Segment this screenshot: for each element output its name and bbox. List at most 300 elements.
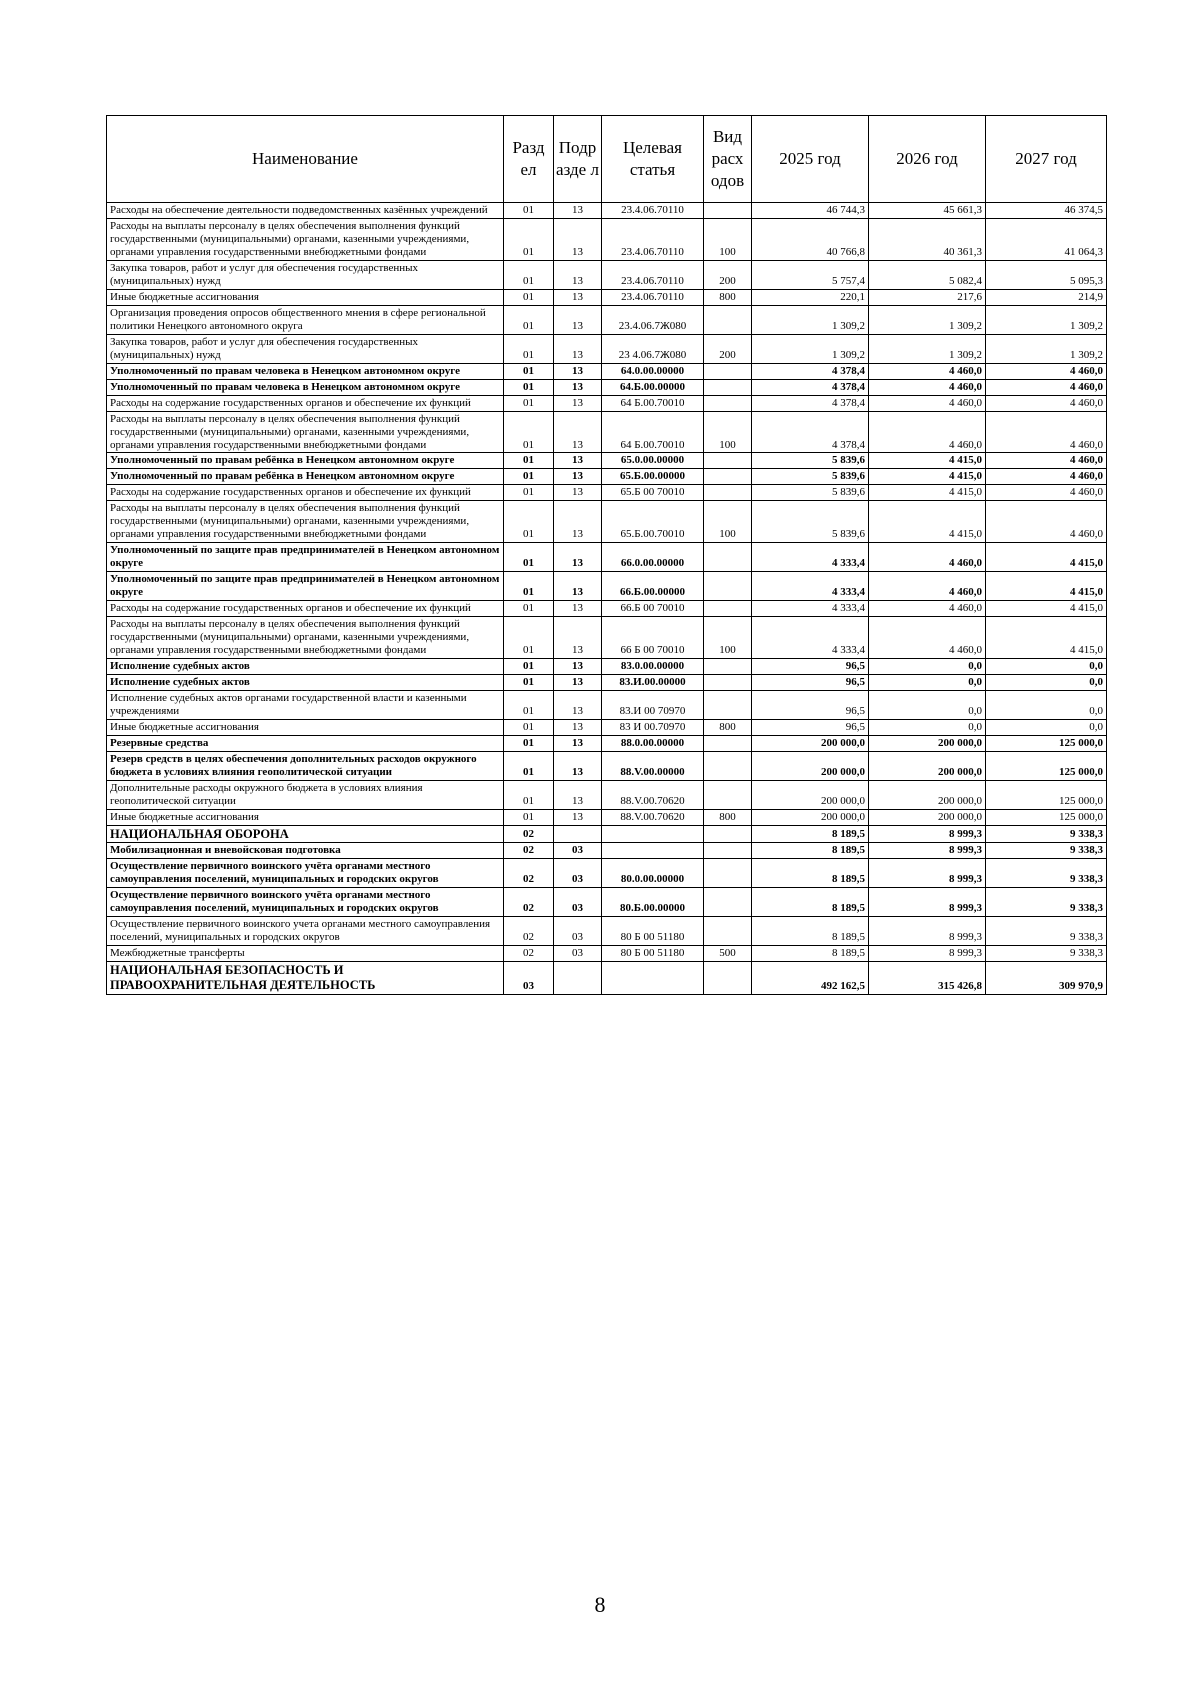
- cell-podrazdel: 13: [554, 572, 602, 601]
- cell-podrazdel: 13: [554, 203, 602, 219]
- cell-amount-2025: 96,5: [752, 719, 869, 735]
- cell-name: Мобилизационная и вневойсковая подготовка: [107, 843, 504, 859]
- cell-expense-type: [704, 735, 752, 751]
- cell-amount-2026: 0,0: [869, 690, 986, 719]
- cell-podrazdel: 03: [554, 946, 602, 962]
- cell-razdel: 01: [504, 659, 554, 675]
- cell-amount-2027: 4 460,0: [986, 453, 1107, 469]
- cell-name: Организация проведения опросов общественного мнения в сфере региональной политики Ненецкого автономного округа: [107, 305, 504, 334]
- cell-amount-2025: 5 839,6: [752, 469, 869, 485]
- table-row: [107, 363, 1107, 379]
- table-row: [107, 690, 1107, 719]
- cell-expense-type: [704, 453, 752, 469]
- cell-amount-2026: 315 426,8: [869, 962, 986, 995]
- cell-amount-2027: 0,0: [986, 690, 1107, 719]
- cell-amount-2027: 125 000,0: [986, 735, 1107, 751]
- cell-name: Исполнение судебных актов: [107, 675, 504, 691]
- cell-amount-2026: 1 309,2: [869, 334, 986, 363]
- cell-target-article: 64.0.00.00000: [602, 363, 704, 379]
- cell-podrazdel: 13: [554, 363, 602, 379]
- table-row: [107, 334, 1107, 363]
- cell-target-article: 88.V.00.70620: [602, 780, 704, 809]
- cell-podrazdel: 13: [554, 260, 602, 289]
- cell-expense-type: 200: [704, 260, 752, 289]
- table-row: [107, 305, 1107, 334]
- cell-amount-2025: 200 000,0: [752, 780, 869, 809]
- cell-name: Расходы на содержание государственных органов и обеспечение их функций: [107, 601, 504, 617]
- cell-amount-2025: 96,5: [752, 675, 869, 691]
- cell-target-article: 65.Б 00 70010: [602, 485, 704, 501]
- cell-target-article: 80 Б 00 51180: [602, 917, 704, 946]
- cell-name: Расходы на содержание государственных органов и обеспечение их функций: [107, 485, 504, 501]
- table-row: [107, 218, 1107, 260]
- cell-target-article: 66.0.00.00000: [602, 543, 704, 572]
- cell-expense-type: [704, 780, 752, 809]
- table-row: [107, 617, 1107, 659]
- cell-amount-2025: 200 000,0: [752, 735, 869, 751]
- cell-target-article: 23.4.06.70110: [602, 218, 704, 260]
- cell-amount-2027: 4 460,0: [986, 395, 1107, 411]
- cell-podrazdel: 13: [554, 395, 602, 411]
- table-row: [107, 289, 1107, 305]
- cell-podrazdel: 13: [554, 218, 602, 260]
- header-podrazdel: Подр азде л: [554, 116, 602, 203]
- cell-expense-type: 800: [704, 809, 752, 825]
- table-row: [107, 501, 1107, 543]
- cell-amount-2027: 4 460,0: [986, 411, 1107, 453]
- cell-amount-2026: 1 309,2: [869, 305, 986, 334]
- cell-amount-2027: 9 338,3: [986, 917, 1107, 946]
- cell-expense-type: [704, 675, 752, 691]
- cell-expense-type: [704, 601, 752, 617]
- cell-expense-type: 100: [704, 218, 752, 260]
- cell-amount-2027: 4 460,0: [986, 363, 1107, 379]
- cell-target-article: 64.Б.00.00000: [602, 379, 704, 395]
- cell-target-article: [602, 825, 704, 843]
- cell-expense-type: [704, 659, 752, 675]
- cell-razdel: 02: [504, 843, 554, 859]
- cell-target-article: 88.V.00.70620: [602, 809, 704, 825]
- cell-amount-2027: 0,0: [986, 719, 1107, 735]
- cell-name: Уполномоченный по правам человека в Ненецком автономном округе: [107, 379, 504, 395]
- cell-amount-2026: 8 999,3: [869, 946, 986, 962]
- cell-podrazdel: 13: [554, 485, 602, 501]
- cell-podrazdel: 13: [554, 334, 602, 363]
- cell-amount-2027: 9 338,3: [986, 843, 1107, 859]
- cell-amount-2027: 4 460,0: [986, 469, 1107, 485]
- cell-amount-2025: 8 189,5: [752, 825, 869, 843]
- cell-razdel: 01: [504, 751, 554, 780]
- cell-amount-2025: 4 333,4: [752, 572, 869, 601]
- cell-podrazdel: 03: [554, 843, 602, 859]
- cell-name: Расходы на выплаты персоналу в целях обеспечения выполнения функций государственными (муниципальными) органами, казенными учреждениями, органами управления государственными внебюджетными фондами: [107, 411, 504, 453]
- cell-amount-2027: 9 338,3: [986, 888, 1107, 917]
- cell-amount-2025: 8 189,5: [752, 946, 869, 962]
- cell-amount-2026: 0,0: [869, 719, 986, 735]
- cell-amount-2025: 4 333,4: [752, 617, 869, 659]
- cell-expense-type: 800: [704, 289, 752, 305]
- cell-razdel: 01: [504, 501, 554, 543]
- cell-razdel: 01: [504, 809, 554, 825]
- cell-name: Исполнение судебных актов органами государственной власти и казенными учреждениями: [107, 690, 504, 719]
- table-row: [107, 888, 1107, 917]
- cell-razdel: 01: [504, 453, 554, 469]
- cell-podrazdel: 13: [554, 411, 602, 453]
- cell-amount-2026: 8 999,3: [869, 888, 986, 917]
- cell-name: Межбюджетные трансферты: [107, 946, 504, 962]
- table-row: [107, 675, 1107, 691]
- table-row: [107, 859, 1107, 888]
- cell-name: Осуществление первичного воинского учета органами местного самоуправления поселений, муниципальных и городских округов: [107, 917, 504, 946]
- cell-amount-2025: 5 839,6: [752, 501, 869, 543]
- cell-name: Дополнительные расходы окружного бюджета в условиях влияния геополитической ситуации: [107, 780, 504, 809]
- cell-podrazdel: 13: [554, 305, 602, 334]
- cell-name: Закупка товаров, работ и услуг для обеспечения государственных (муниципальных) нужд: [107, 260, 504, 289]
- table-row: [107, 659, 1107, 675]
- cell-target-article: 66 Б 00 70010: [602, 617, 704, 659]
- cell-amount-2026: 4 415,0: [869, 469, 986, 485]
- cell-amount-2025: 8 189,5: [752, 843, 869, 859]
- cell-razdel: 01: [504, 572, 554, 601]
- cell-amount-2026: 4 460,0: [869, 411, 986, 453]
- table-row: [107, 572, 1107, 601]
- cell-target-article: [602, 843, 704, 859]
- cell-target-article: 88.V.00.00000: [602, 751, 704, 780]
- cell-podrazdel: 13: [554, 690, 602, 719]
- cell-expense-type: [704, 543, 752, 572]
- cell-podrazdel: 13: [554, 780, 602, 809]
- cell-razdel: 01: [504, 411, 554, 453]
- budget-table: [106, 115, 1107, 995]
- table-row: [107, 379, 1107, 395]
- cell-target-article: 65.0.00.00000: [602, 453, 704, 469]
- cell-amount-2026: 4 415,0: [869, 485, 986, 501]
- cell-amount-2027: 309 970,9: [986, 962, 1107, 995]
- cell-razdel: 01: [504, 719, 554, 735]
- cell-razdel: 02: [504, 859, 554, 888]
- table-row: [107, 260, 1107, 289]
- cell-razdel: 01: [504, 363, 554, 379]
- cell-expense-type: [704, 395, 752, 411]
- cell-amount-2027: 4 415,0: [986, 572, 1107, 601]
- cell-amount-2027: 4 415,0: [986, 543, 1107, 572]
- cell-target-article: 80.0.00.00000: [602, 859, 704, 888]
- table-row: [107, 453, 1107, 469]
- table-row: [107, 601, 1107, 617]
- cell-expense-type: 200: [704, 334, 752, 363]
- cell-amount-2025: 1 309,2: [752, 334, 869, 363]
- cell-name: НАЦИОНАЛЬНАЯ ОБОРОНА: [107, 825, 504, 843]
- cell-amount-2027: 214,9: [986, 289, 1107, 305]
- cell-name: НАЦИОНАЛЬНАЯ БЕЗОПАСНОСТЬ И ПРАВООХРАНИТЕЛЬНАЯ ДЕЯТЕЛЬНОСТЬ: [107, 962, 504, 995]
- cell-podrazdel: 03: [554, 859, 602, 888]
- cell-amount-2026: 200 000,0: [869, 751, 986, 780]
- header-name: Наименование: [107, 116, 504, 203]
- cell-amount-2025: 4 378,4: [752, 395, 869, 411]
- cell-razdel: 01: [504, 601, 554, 617]
- cell-expense-type: 100: [704, 411, 752, 453]
- table-row: [107, 825, 1107, 843]
- cell-amount-2027: 9 338,3: [986, 946, 1107, 962]
- cell-expense-type: [704, 843, 752, 859]
- cell-razdel: 01: [504, 379, 554, 395]
- table-row: [107, 543, 1107, 572]
- header-razdel: Разд ел: [504, 116, 554, 203]
- cell-name: Осуществление первичного воинского учёта органами местного самоуправления поселений, муниципальных и городских округов: [107, 859, 504, 888]
- cell-podrazdel: 03: [554, 917, 602, 946]
- cell-razdel: 01: [504, 543, 554, 572]
- cell-expense-type: [704, 485, 752, 501]
- cell-target-article: 65.Б.00.00000: [602, 469, 704, 485]
- cell-razdel: 01: [504, 617, 554, 659]
- cell-razdel: 01: [504, 780, 554, 809]
- cell-expense-type: [704, 305, 752, 334]
- header-target-article: Целевая статья: [602, 116, 704, 203]
- cell-razdel: 01: [504, 203, 554, 219]
- cell-amount-2026: 4 460,0: [869, 379, 986, 395]
- cell-amount-2025: 4 378,4: [752, 379, 869, 395]
- cell-podrazdel: 13: [554, 601, 602, 617]
- table-row: [107, 780, 1107, 809]
- cell-razdel: 01: [504, 218, 554, 260]
- cell-amount-2025: 40 766,8: [752, 218, 869, 260]
- cell-target-article: 80 Б 00 51180: [602, 946, 704, 962]
- cell-podrazdel: 13: [554, 379, 602, 395]
- header-year-2027: 2027 год: [986, 116, 1107, 203]
- cell-expense-type: [704, 888, 752, 917]
- cell-expense-type: [704, 917, 752, 946]
- cell-target-article: 23.4.06.70110: [602, 289, 704, 305]
- header-row: [107, 116, 1107, 203]
- cell-name: Иные бюджетные ассигнования: [107, 289, 504, 305]
- cell-podrazdel: 13: [554, 809, 602, 825]
- header-year-2025: 2025 год: [752, 116, 869, 203]
- cell-podrazdel: 13: [554, 751, 602, 780]
- cell-amount-2025: 4 378,4: [752, 411, 869, 453]
- cell-target-article: 83.И.00.00000: [602, 675, 704, 691]
- cell-name: Резерв средств в целях обеспечения дополнительных расходов окружного бюджета в условиях влияния геополитической ситуации: [107, 751, 504, 780]
- cell-target-article: 83.И 00 70970: [602, 690, 704, 719]
- cell-expense-type: 800: [704, 719, 752, 735]
- cell-razdel: 01: [504, 675, 554, 691]
- cell-razdel: 01: [504, 485, 554, 501]
- table-row: [107, 395, 1107, 411]
- cell-name: Резервные средства: [107, 735, 504, 751]
- cell-expense-type: [704, 690, 752, 719]
- cell-amount-2026: 4 460,0: [869, 395, 986, 411]
- cell-expense-type: 100: [704, 617, 752, 659]
- cell-amount-2026: 217,6: [869, 289, 986, 305]
- cell-amount-2025: 4 378,4: [752, 363, 869, 379]
- cell-target-article: [602, 962, 704, 995]
- cell-target-article: 88.0.00.00000: [602, 735, 704, 751]
- cell-podrazdel: 13: [554, 501, 602, 543]
- cell-amount-2026: 200 000,0: [869, 735, 986, 751]
- cell-amount-2025: 492 162,5: [752, 962, 869, 995]
- cell-expense-type: [704, 203, 752, 219]
- cell-amount-2027: 4 460,0: [986, 501, 1107, 543]
- cell-amount-2027: 125 000,0: [986, 780, 1107, 809]
- cell-amount-2025: 1 309,2: [752, 305, 869, 334]
- cell-name: Расходы на обеспечение деятельности подведомственных казённых учреждений: [107, 203, 504, 219]
- cell-name: Расходы на содержание государственных органов и обеспечение их функций: [107, 395, 504, 411]
- cell-amount-2027: 125 000,0: [986, 809, 1107, 825]
- cell-podrazdel: 13: [554, 543, 602, 572]
- table-body: [107, 203, 1107, 995]
- cell-podrazdel: 13: [554, 289, 602, 305]
- cell-target-article: 23.4.06.7Ж080: [602, 305, 704, 334]
- table-row: [107, 809, 1107, 825]
- cell-amount-2026: 4 460,0: [869, 601, 986, 617]
- cell-amount-2026: 4 415,0: [869, 501, 986, 543]
- cell-name: Иные бюджетные ассигнования: [107, 809, 504, 825]
- cell-razdel: 02: [504, 917, 554, 946]
- cell-amount-2025: 46 744,3: [752, 203, 869, 219]
- cell-amount-2027: 9 338,3: [986, 859, 1107, 888]
- cell-expense-type: 500: [704, 946, 752, 962]
- cell-amount-2025: 8 189,5: [752, 888, 869, 917]
- cell-razdel: 01: [504, 469, 554, 485]
- table-row: [107, 946, 1107, 962]
- cell-target-article: 66.Б.00.00000: [602, 572, 704, 601]
- cell-name: Исполнение судебных актов: [107, 659, 504, 675]
- cell-amount-2026: 45 661,3: [869, 203, 986, 219]
- cell-expense-type: [704, 379, 752, 395]
- cell-target-article: 83.0.00.00000: [602, 659, 704, 675]
- cell-target-article: 80.Б.00.00000: [602, 888, 704, 917]
- page-number: 8: [594, 1592, 606, 1617]
- cell-amount-2026: 4 460,0: [869, 363, 986, 379]
- cell-expense-type: [704, 825, 752, 843]
- cell-amount-2026: 8 999,3: [869, 859, 986, 888]
- cell-amount-2027: 5 095,3: [986, 260, 1107, 289]
- cell-name: Уполномоченный по правам ребёнка в Ненецком автономном округе: [107, 469, 504, 485]
- cell-target-article: 23.4.06.70110: [602, 260, 704, 289]
- cell-podrazdel: [554, 962, 602, 995]
- cell-target-article: 66.Б 00 70010: [602, 601, 704, 617]
- cell-amount-2025: 5 839,6: [752, 485, 869, 501]
- table-row: [107, 469, 1107, 485]
- cell-amount-2027: 41 064,3: [986, 218, 1107, 260]
- cell-amount-2025: 8 189,5: [752, 917, 869, 946]
- cell-podrazdel: 13: [554, 675, 602, 691]
- cell-amount-2025: 5 839,6: [752, 453, 869, 469]
- cell-expense-type: 100: [704, 501, 752, 543]
- cell-expense-type: [704, 751, 752, 780]
- cell-razdel: 01: [504, 334, 554, 363]
- cell-target-article: 23 4.06.7Ж080: [602, 334, 704, 363]
- table-row: [107, 843, 1107, 859]
- header-expense-type: Вид расх одов: [704, 116, 752, 203]
- cell-expense-type: [704, 363, 752, 379]
- cell-podrazdel: 13: [554, 453, 602, 469]
- cell-amount-2026: 8 999,3: [869, 843, 986, 859]
- cell-razdel: 02: [504, 946, 554, 962]
- cell-name: Расходы на выплаты персоналу в целях обеспечения выполнения функций государственными (муниципальными) органами, казенными учреждениями, органами управления государственными внебюджетными фондами: [107, 218, 504, 260]
- cell-name: Расходы на выплаты персоналу в целях обеспечения выполнения функций государственными (муниципальными) органами, казенными учреждениями, органами управления государственными внебюджетными фондами: [107, 501, 504, 543]
- cell-amount-2026: 4 460,0: [869, 617, 986, 659]
- cell-amount-2026: 200 000,0: [869, 780, 986, 809]
- cell-amount-2025: 96,5: [752, 659, 869, 675]
- cell-expense-type: [704, 469, 752, 485]
- table-row: [107, 203, 1107, 219]
- table-row: [107, 751, 1107, 780]
- cell-razdel: 01: [504, 690, 554, 719]
- table-row: [107, 411, 1107, 453]
- table-row: [107, 917, 1107, 946]
- table-row: [107, 962, 1107, 995]
- cell-amount-2025: 4 333,4: [752, 601, 869, 617]
- cell-razdel: 03: [504, 962, 554, 995]
- cell-target-article: 64 Б.00.70010: [602, 411, 704, 453]
- cell-amount-2025: 5 757,4: [752, 260, 869, 289]
- cell-amount-2027: 46 374,5: [986, 203, 1107, 219]
- cell-expense-type: [704, 962, 752, 995]
- cell-name: Уполномоченный по защите прав предпринимателей в Ненецком автономном округе: [107, 543, 504, 572]
- cell-target-article: 64 Б.00.70010: [602, 395, 704, 411]
- cell-amount-2027: 4 460,0: [986, 379, 1107, 395]
- cell-podrazdel: 03: [554, 888, 602, 917]
- cell-razdel: 02: [504, 825, 554, 843]
- table-row: [107, 485, 1107, 501]
- cell-podrazdel: 13: [554, 617, 602, 659]
- cell-amount-2027: 1 309,2: [986, 305, 1107, 334]
- cell-target-article: 83 И 00.70970: [602, 719, 704, 735]
- cell-amount-2026: 8 999,3: [869, 917, 986, 946]
- cell-amount-2027: 125 000,0: [986, 751, 1107, 780]
- cell-amount-2026: 4 415,0: [869, 453, 986, 469]
- cell-podrazdel: [554, 825, 602, 843]
- cell-amount-2026: 0,0: [869, 675, 986, 691]
- cell-amount-2027: 4 460,0: [986, 485, 1107, 501]
- table-row: [107, 735, 1107, 751]
- cell-name: Иные бюджетные ассигнования: [107, 719, 504, 735]
- cell-amount-2027: 0,0: [986, 675, 1107, 691]
- cell-amount-2025: 4 333,4: [752, 543, 869, 572]
- cell-expense-type: [704, 859, 752, 888]
- cell-razdel: 01: [504, 260, 554, 289]
- header-year-2026: 2026 год: [869, 116, 986, 203]
- cell-amount-2025: 220,1: [752, 289, 869, 305]
- cell-amount-2027: 4 415,0: [986, 601, 1107, 617]
- cell-amount-2027: 0,0: [986, 659, 1107, 675]
- cell-amount-2025: 200 000,0: [752, 809, 869, 825]
- cell-name: Расходы на выплаты персоналу в целях обеспечения выполнения функций государственными (муниципальными) органами, казенными учреждениями, органами управления государственными внебюджетными фондами: [107, 617, 504, 659]
- cell-amount-2027: 9 338,3: [986, 825, 1107, 843]
- cell-razdel: 01: [504, 395, 554, 411]
- cell-name: Закупка товаров, работ и услуг для обеспечения государственных (муниципальных) нужд: [107, 334, 504, 363]
- cell-razdel: 01: [504, 305, 554, 334]
- cell-amount-2027: 4 415,0: [986, 617, 1107, 659]
- cell-amount-2027: 1 309,2: [986, 334, 1107, 363]
- cell-amount-2025: 8 189,5: [752, 859, 869, 888]
- cell-amount-2025: 96,5: [752, 690, 869, 719]
- cell-name: Уполномоченный по правам ребёнка в Ненецком автономном округе: [107, 453, 504, 469]
- cell-expense-type: [704, 572, 752, 601]
- cell-amount-2026: 0,0: [869, 659, 986, 675]
- cell-name: Уполномоченный по правам человека в Ненецком автономном округе: [107, 363, 504, 379]
- cell-podrazdel: 13: [554, 659, 602, 675]
- cell-amount-2026: 200 000,0: [869, 809, 986, 825]
- cell-razdel: 01: [504, 289, 554, 305]
- cell-podrazdel: 13: [554, 735, 602, 751]
- cell-podrazdel: 13: [554, 469, 602, 485]
- cell-name: Уполномоченный по защите прав предпринимателей в Ненецком автономном округе: [107, 572, 504, 601]
- table-row: [107, 719, 1107, 735]
- cell-amount-2026: 4 460,0: [869, 543, 986, 572]
- cell-amount-2026: 5 082,4: [869, 260, 986, 289]
- cell-amount-2026: 40 361,3: [869, 218, 986, 260]
